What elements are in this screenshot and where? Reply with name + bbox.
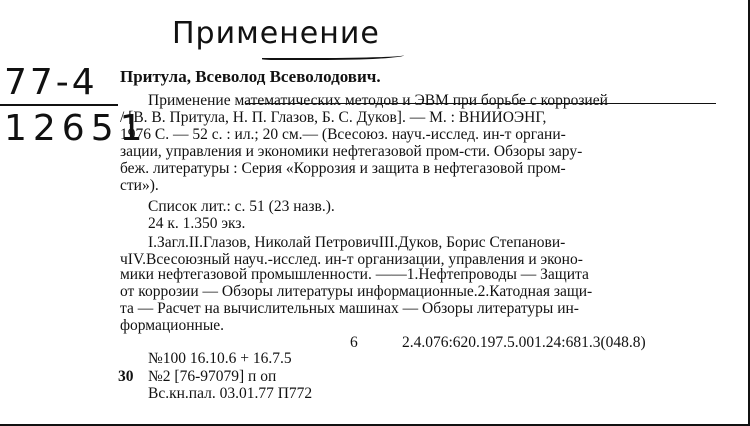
card-line: 1976 С. — 52 с. : ил.; 20 см.— (Всесоюз. науч.-исслед. ин-т органи- (120, 126, 566, 143)
classification-code: 2.4.076:620.197.5.001.24:681.3(048.8) (402, 334, 646, 351)
handwritten-divider (0, 104, 118, 106)
card-line: зации, управления и экономики нефтегазовой пром-сти. Обзоры зару- (120, 143, 583, 160)
card-line: 24 к. 1.350 экз. (148, 215, 246, 232)
handwritten-number-bottom: 12651 (4, 108, 149, 149)
card-line: Применение математических методов и ЭВМ при борьбе с коррозией (148, 92, 608, 109)
handwritten-number-top: 77-4 (4, 62, 98, 103)
card-line: / [В. В. Притула, Н. П. Глазов, Б. С. Дуков]. — М. : ВНИИОЭНГ, (120, 109, 547, 126)
lot-number: 30 (118, 368, 134, 385)
author-heading: Притула, Всеволод Всеволодович. (120, 67, 381, 86)
card-line: Список лит.: с. 51 (23 назв.). (148, 198, 335, 215)
card-line: беж. литературы : Серия «Коррозия и защита в нефтегазовой пром- (120, 160, 566, 177)
order-line: №100 16.10.6 + 16.7.5 (148, 350, 292, 367)
card-line: сти»). (120, 177, 159, 194)
order-line-2: №2 [76-97079] п оп (148, 368, 277, 385)
title-underline (246, 103, 716, 104)
card-line: та — Расчет на вычислительных машинах — Обзоры литературы ин- (120, 300, 579, 317)
handwritten-title: Применение (172, 16, 380, 51)
card-line: формационные. (120, 317, 224, 334)
card-line: чIV.Всесоюзный науч.-исслед. ин-т организации, управления и эконо- (120, 251, 583, 268)
card-line: I.Загл.II.Глазов, Николай ПетровичIII.Дуков, Борис Степанови- (148, 234, 566, 251)
handwritten-title-underline (262, 52, 404, 60)
classification-prefix: 6 (350, 334, 358, 351)
card-line: от коррозии — Обзоры литературы информационные.2.Катодная защи- (120, 283, 593, 300)
card-line: мики нефтегазовой промышленности. ——1.Нефтепроводы — Защита (120, 266, 589, 283)
order-line-3: Вс.кн.пал. 03.01.77 П772 (148, 385, 313, 402)
